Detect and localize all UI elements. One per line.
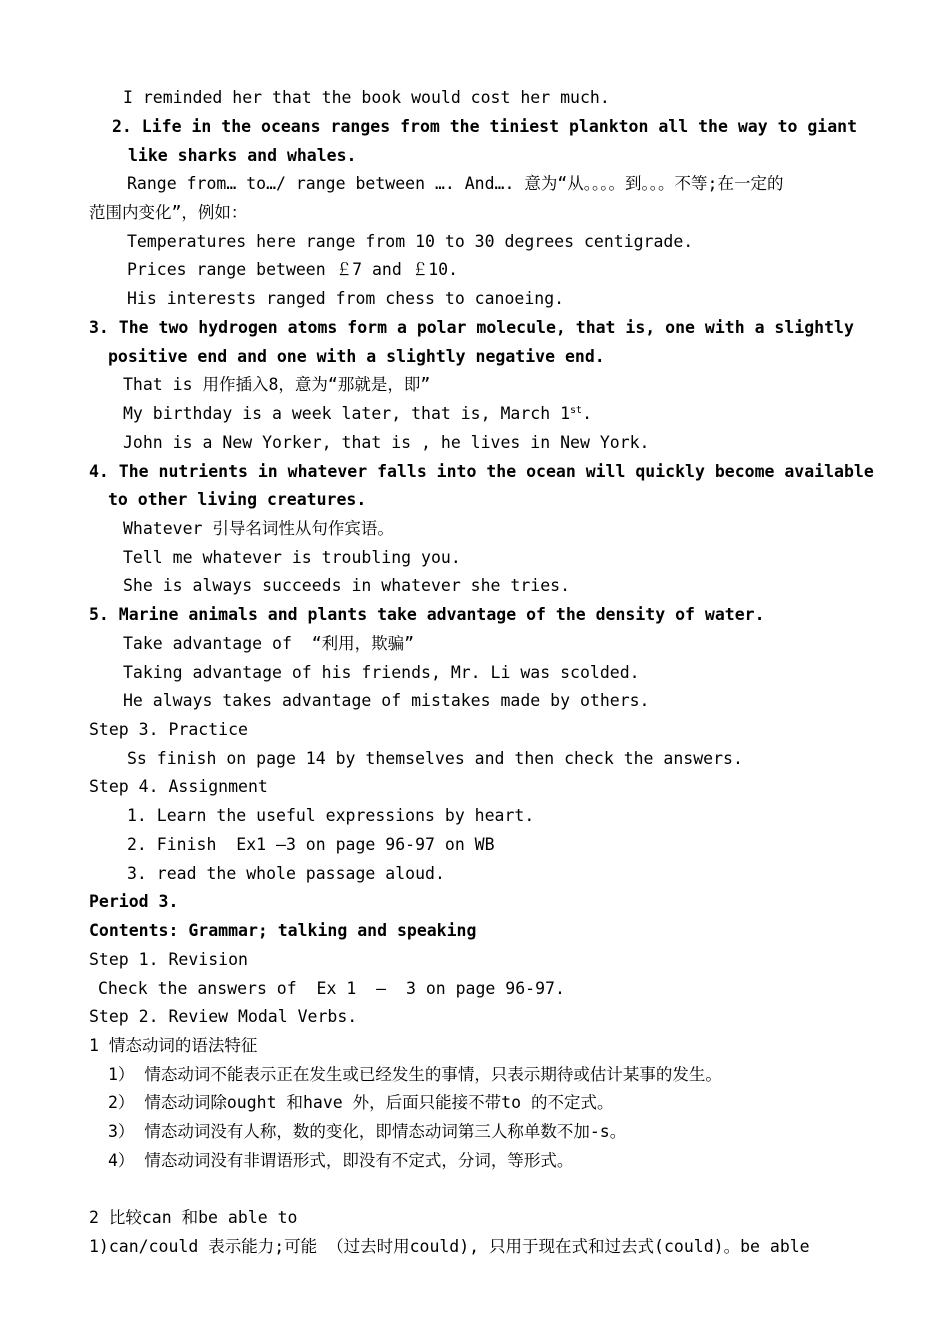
example-sentence: He always takes advantage of mistakes made by others. (123, 691, 650, 710)
example-sentence: She is always succeeds in whatever she tries. (123, 576, 571, 595)
text-line: Take advantage of “利用，欺骗” (123, 634, 415, 653)
sentence-heading-2: 2. Life in the oceans ranges from the tiniest plankton all the way to giant (112, 117, 858, 136)
list-item: 3. read the whole passage aloud. (127, 864, 445, 883)
text-line: 范围内变化”，例如： (89, 203, 248, 222)
example-sentence: His interests ranged from chess to canoeing. (127, 289, 565, 308)
ordinal-suffix: st (570, 405, 583, 416)
example-sentence: Prices range between ￡7 and ￡10. (127, 260, 459, 279)
example-end: . (582, 404, 593, 423)
text-line: I reminded her that the book would cost her much. (123, 88, 610, 107)
list-item: 2） 情态动词除ought 和have 外，后面只能接不带to 的不定式。 (108, 1093, 614, 1112)
list-item: 1. Learn the useful expressions by heart. (127, 806, 535, 825)
list-item: 1） 情态动词不能表示正在发生或已经发生的事情，只表示期待或估计某事的发生。 (108, 1065, 722, 1084)
period-heading: Period 3. (89, 892, 179, 911)
sentence-heading-4-cont: to other living creatures. (108, 490, 367, 509)
example-text: My birthday is a week later, that is, March 1 (123, 404, 571, 423)
text-line: That is 用作插入8，意为“那就是，即” (123, 375, 431, 394)
text-line: Whatever 引导名词性从句作宾语。 (123, 519, 394, 538)
list-item: 2. Finish Ex1 –3 on page 96-97 on WB (127, 835, 495, 854)
sentence-heading-3: 3. The two hydrogen atoms form a polar molecule, that is, one with a slightly (89, 318, 854, 337)
example-sentence: Tell me whatever is troubling you. (123, 548, 461, 567)
step-heading: Step 4. Assignment (89, 777, 268, 796)
example-sentence: John is a New Yorker, that is , he lives in New York. (123, 433, 650, 452)
sentence-heading-4: 4. The nutrients in whatever falls into the ocean will quickly become available (89, 462, 874, 481)
sentence-heading-3-cont: positive end and one with a slightly negative end. (108, 347, 605, 366)
example-sentence: Taking advantage of his friends, Mr. Li was scolded. (123, 663, 640, 682)
step-heading: Step 3. Practice (89, 720, 248, 739)
sentence-heading-2-cont: like sharks and whales. (128, 146, 357, 165)
sentence-heading-5: 5. Marine animals and plants take advantage of the density of water. (89, 605, 765, 624)
text-line: Range from… to…/ range between …. And…. 意为“从。。。。到。。。不等;在一定的 (127, 174, 784, 193)
example-sentence: Temperatures here range from 10 to 30 degrees centigrade. (127, 232, 694, 251)
list-item: 3） 情态动词没有人称，数的变化，即情态动词第三人称单数不加-s。 (108, 1122, 627, 1141)
step-heading: Step 1. Revision (89, 950, 248, 969)
text-line: Check the answers of Ex 1 – 3 on page 96-97. (98, 979, 565, 998)
text-line: 1)can/could 表示能力;可能 （过去时用could), 只用于现在式和过去式(could)。be able (89, 1237, 810, 1256)
step-heading: Step 2. Review Modal Verbs. (89, 1007, 358, 1026)
section-heading: 2 比较can 和be able to (89, 1208, 298, 1227)
text-line: Ss finish on page 14 by themselves and then check the answers. (127, 749, 743, 768)
section-heading: 1 情态动词的语法特征 (89, 1036, 258, 1055)
contents-heading: Contents: Grammar; talking and speaking (89, 921, 477, 940)
list-item: 4） 情态动词没有非谓语形式，即没有不定式，分词，等形式。 (108, 1151, 574, 1170)
example-sentence (123, 404, 592, 424)
